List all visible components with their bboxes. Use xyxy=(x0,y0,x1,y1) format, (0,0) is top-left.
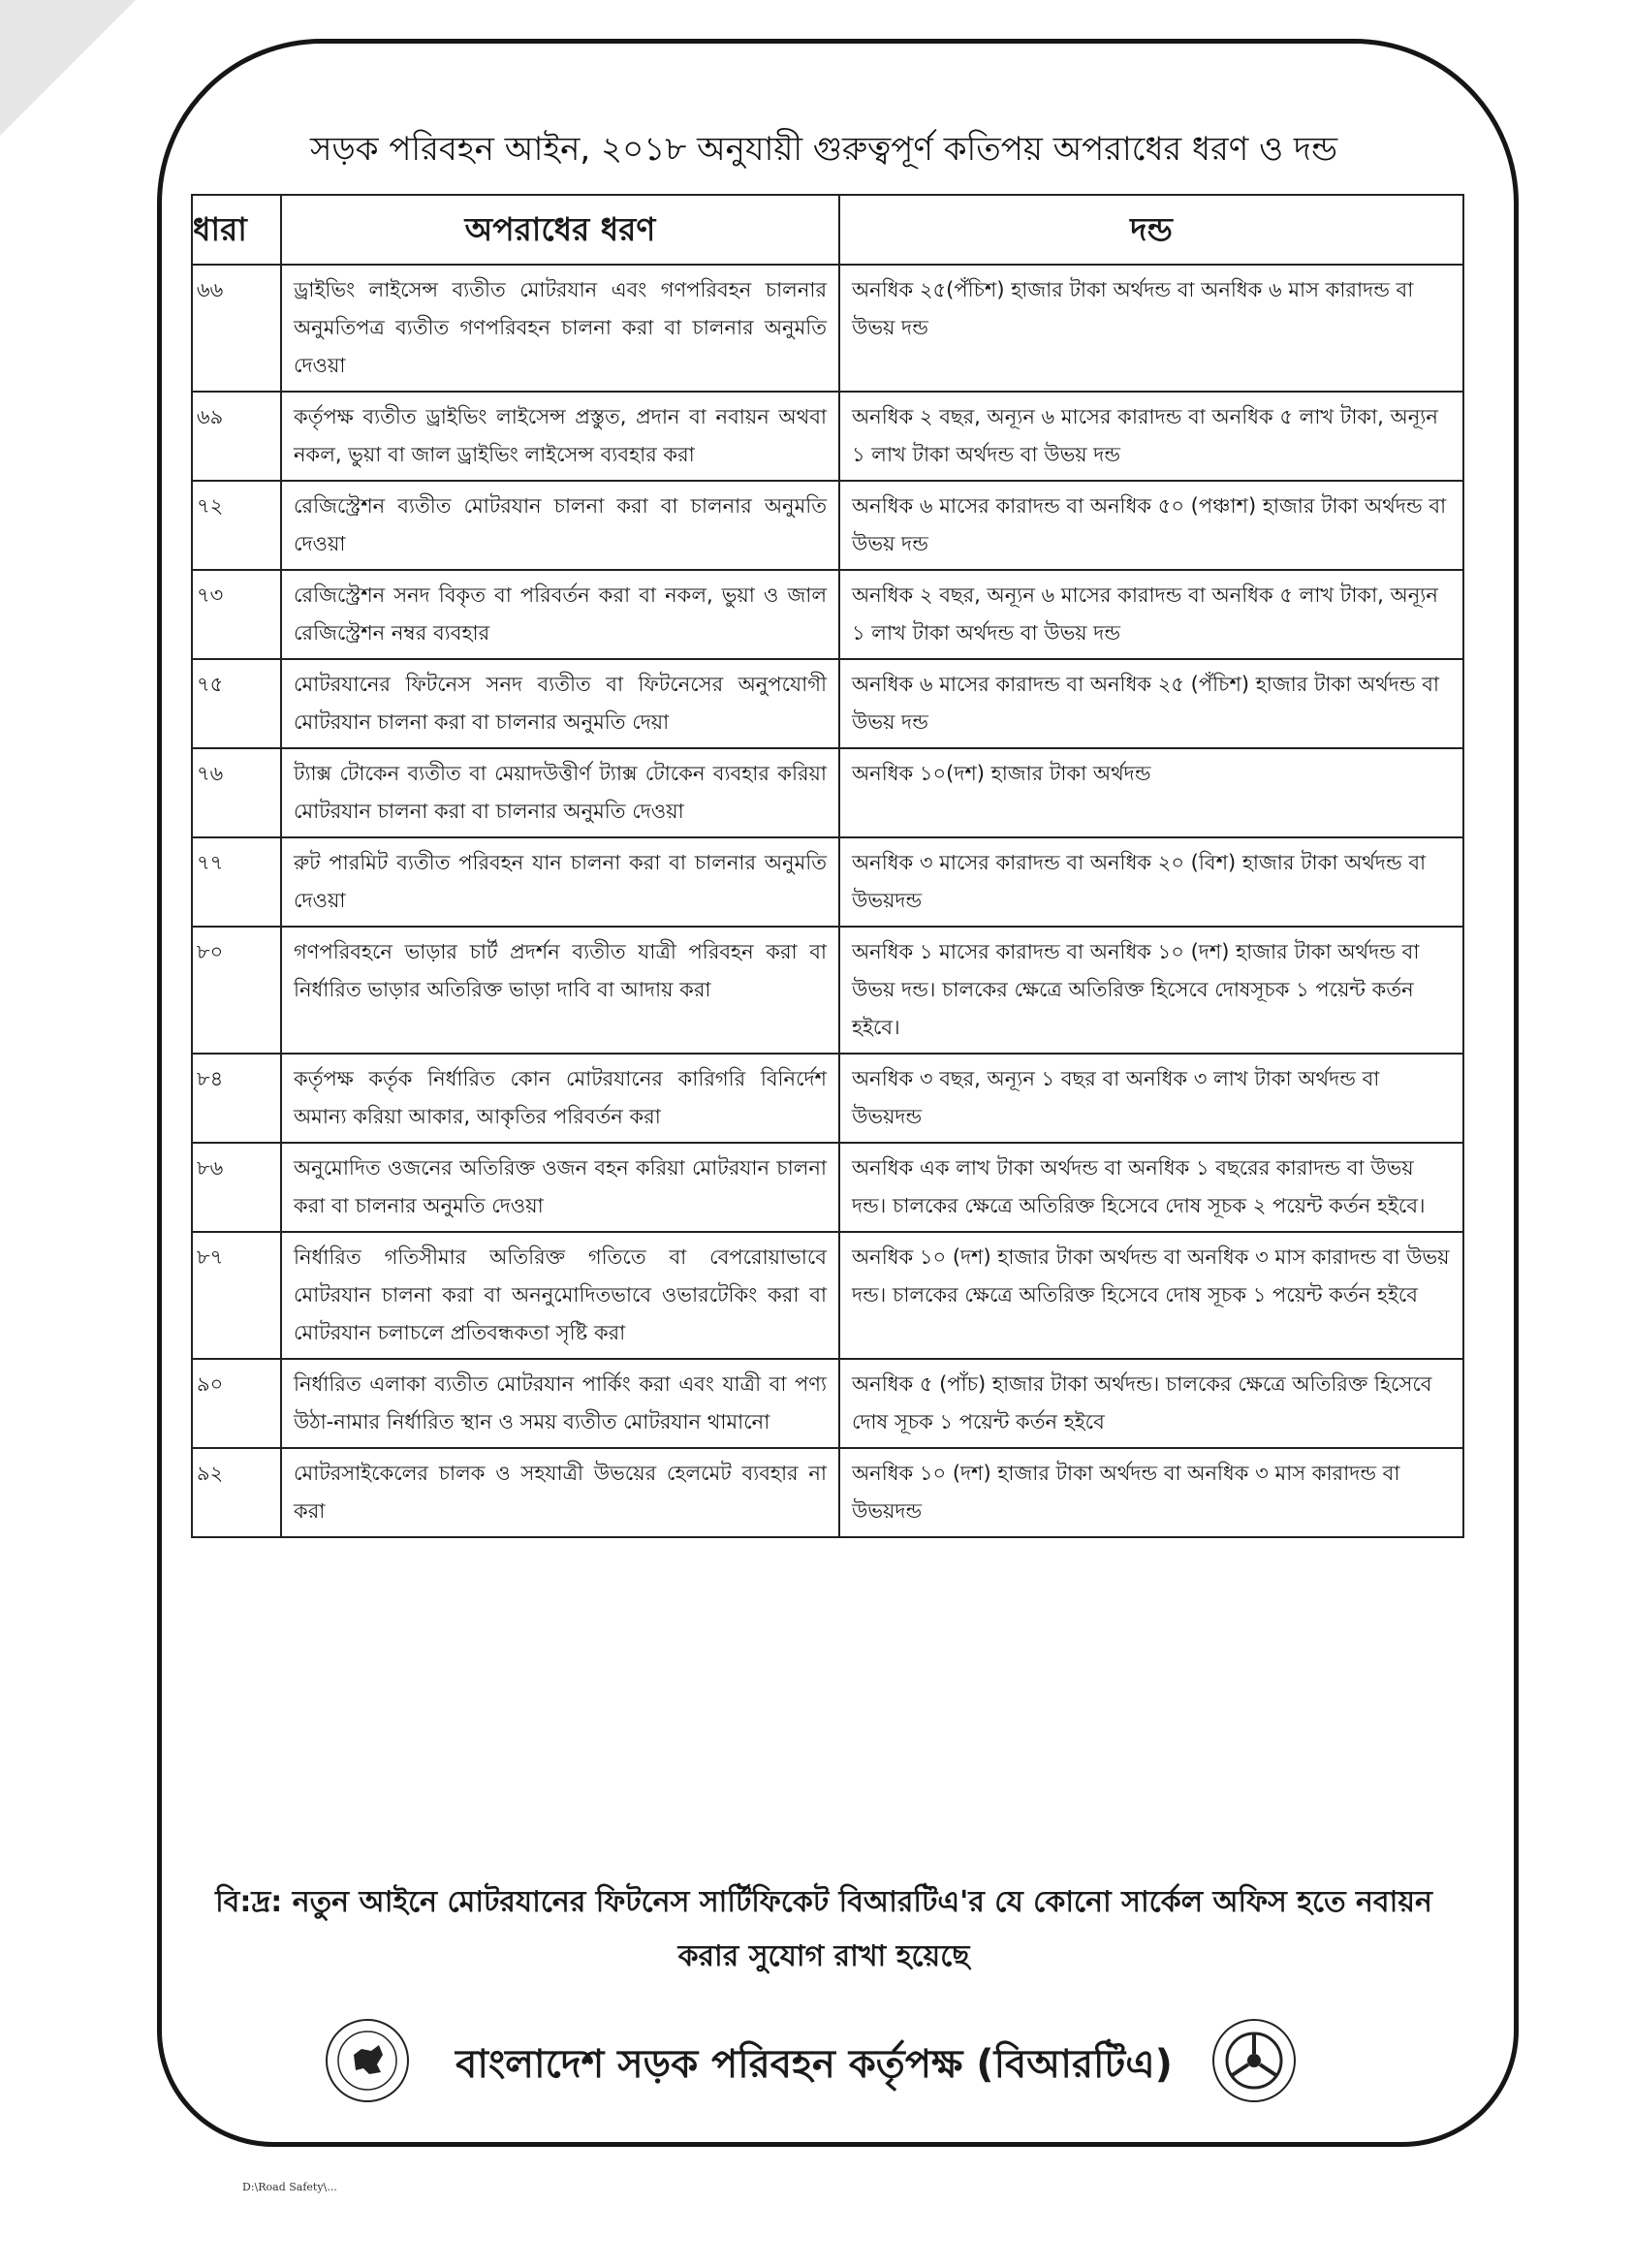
section-number: ৯২ xyxy=(192,1448,281,1537)
penalty-description: অনধিক ৩ বছর, অন্যূন ১ বছর বা অনধিক ৩ লাখ টাকা অর্থদন্ড বা উভয়দন্ড xyxy=(839,1054,1463,1143)
offence-description: নির্ধারিত এলাকা ব্যতীত মোটরযান পার্কিং করা এবং যাত্রী বা পণ্য উঠা-নামার নির্ধারিত স্থান ও সময় ব্যতীত মোটরযান থামানো xyxy=(281,1359,839,1448)
table-row xyxy=(192,659,1463,748)
section-number: ৮৪ xyxy=(192,1054,281,1143)
penalty-description: অনধিক ৬ মাসের কারাদন্ড বা অনধিক ২৫ (পঁচিশ) হাজার টাকা অর্থদন্ড বা উভয় দন্ড xyxy=(839,659,1463,748)
table-row xyxy=(192,1359,1463,1448)
section-number: ৭৬ xyxy=(192,748,281,837)
table-row xyxy=(192,392,1463,481)
scan-corner-fold xyxy=(0,0,136,136)
penalty-description: অনধিক ২৫(পঁচিশ) হাজার টাকা অর্থদন্ড বা অনধিক ৬ মাস কারাদন্ড বা উভয় দন্ড xyxy=(839,265,1463,392)
penalty-description: অনধিক ১০ (দশ) হাজার টাকা অর্থদন্ড বা অনধিক ৩ মাস কারাদন্ড বা উভয়দন্ড xyxy=(839,1448,1463,1537)
table-row xyxy=(192,837,1463,927)
offence-description: কর্তৃপক্ষ কর্তৃক নির্ধারিত কোন মোটরযানের কারিগরি বিনির্দেশ অমান্য করিয়া আকার, আকৃতির পরিবর্তন করা xyxy=(281,1054,839,1143)
penalty-description: অনধিক ৩ মাসের কারাদন্ড বা অনধিক ২০ (বিশ) হাজার টাকা অর্থদন্ড বা উভয়দন্ড xyxy=(839,837,1463,927)
column-header-section: ধারা xyxy=(192,195,281,265)
offence-description: ড্রাইভিং লাইসেন্স ব্যতীত মোটরযান এবং গণপরিবহন চালনার অনুমতিপত্র ব্যতীত গণপরিবহন চালনা করা বা চালনার অনুমতি দেওয়া xyxy=(281,265,839,392)
table-row xyxy=(192,1232,1463,1359)
table-header-row xyxy=(192,195,1463,265)
offence-description: রেজিস্ট্রেশন ব্যতীত মোটরযান চালনা করা বা চালনার অনুমতি দেওয়া xyxy=(281,481,839,570)
table-body xyxy=(192,265,1463,1537)
table-row xyxy=(192,265,1463,392)
column-header-offence: অপরাধের ধরণ xyxy=(281,195,839,265)
table-row xyxy=(192,1448,1463,1537)
section-number: ৭২ xyxy=(192,481,281,570)
organization-name: বাংলাদেশ সড়ক পরিবহন কর্তৃপক্ষ (বিআরটিএ) xyxy=(455,2042,1173,2087)
penalty-table xyxy=(191,194,1464,1538)
table-row xyxy=(192,748,1463,837)
offence-description: মোটরযানের ফিটনেস সনদ ব্যতীত বা ফিটনেসের অনুপযোগী মোটরযান চালনা করা বা চালনার অনুমতি দেয়া xyxy=(281,659,839,748)
offence-description: মোটরসাইকেলের চালক ও সহযাত্রী উভয়ের হেলমেট ব্যবহার না করা xyxy=(281,1448,839,1537)
section-number: ৭৩ xyxy=(192,570,281,659)
table-row xyxy=(192,1054,1463,1143)
document-title: সড়ক পরিবহন আইন, ২০১৮ অনুযায়ী গুরুত্বপূর্ণ কতিপয় অপরাধের ধরণ ও দন্ড xyxy=(310,130,1337,169)
table-row xyxy=(192,927,1463,1054)
section-number: ৬৯ xyxy=(192,392,281,481)
section-number: ৮০ xyxy=(192,927,281,1054)
section-number: ৮৭ xyxy=(192,1232,281,1359)
penalty-description: অনধিক ২ বছর, অন্যূন ৬ মাসের কারাদন্ড বা অনধিক ৫ লাখ টাকা, অন্যূন ১ লাখ টাকা অর্থদন্ড বা উভয় দন্ড xyxy=(839,570,1463,659)
penalty-description: অনধিক ৬ মাসের কারাদন্ড বা অনধিক ৫০ (পঞ্চাশ) হাজার টাকা অর্থদন্ড বা উভয় দন্ড xyxy=(839,481,1463,570)
section-number: ৮৬ xyxy=(192,1143,281,1232)
table-row xyxy=(192,481,1463,570)
offence-description: অনুমোদিত ওজনের অতিরিক্ত ওজন বহন করিয়া মোটরযান চালনা করা বা চালনার অনুমতি দেওয়া xyxy=(281,1143,839,1232)
footnote: বি:দ্র: নতুন আইনে মোটরযানের ফিটনেস সার্টিফিকেট বিআরটিএ'র যে কোনো সার্কেল অফিস হতে নবায়ন করার সুযোগ রাখা হয়েছে xyxy=(215,1885,1432,1973)
penalty-description: অনধিক ২ বছর, অন্যূন ৬ মাসের কারাদন্ড বা অনধিক ৫ লাখ টাকা, অন্যূন ১ লাখ টাকা অর্থদন্ড বা উভয় দন্ড xyxy=(839,392,1463,481)
section-number: ৭৫ xyxy=(192,659,281,748)
offence-description: নির্ধারিত গতিসীমার অতিরিক্ত গতিতে বা বেপরোয়াভাবে মোটরযান চালনা করা বা অননুমোদিতভাবে ওভারটেকিং করা বা মোটরযান চলাচলে প্রতিবন্ধকতা সৃষ্টি করা xyxy=(281,1232,839,1359)
penalty-description: অনধিক ১ মাসের কারাদন্ড বা অনধিক ১০ (দশ) হাজার টাকা অর্থদন্ড বা উভয় দন্ড। চালকের ক্ষেত্রে অতিরিক্ত হিসেবে দোষসূচক ১ পয়েন্ট কর্তন হইবে। xyxy=(839,927,1463,1054)
offence-description: রেজিস্ট্রেশন সনদ বিকৃত বা পরিবর্তন করা বা নকল, ভুয়া ও জাল রেজিস্ট্রেশন নম্বর ব্যবহার xyxy=(281,570,839,659)
brta-logo-icon xyxy=(1209,2016,1299,2105)
offence-description: কর্তৃপক্ষ ব্যতীত ড্রাইভিং লাইসেন্স প্রস্তুত, প্রদান বা নবায়ন অথবা নকল, ভুয়া বা জাল ড্রাইভিং লাইসেন্স ব্যবহার করা xyxy=(281,392,839,481)
section-number: ৬৬ xyxy=(192,265,281,392)
section-number: ৭৭ xyxy=(192,837,281,927)
penalty-description: অনধিক ১০ (দশ) হাজার টাকা অর্থদন্ড বা অনধিক ৩ মাস কারাদন্ড বা উভয় দন্ড। চালকের ক্ষেত্রে অতিরিক্ত হিসেবে দোষ সূচক ১ পয়েন্ট কর্তন হইবে xyxy=(839,1232,1463,1359)
offence-description: রুট পারমিট ব্যতীত পরিবহন যান চালনা করা বা চালনার অনুমতি দেওয়া xyxy=(281,837,839,927)
section-number: ৯০ xyxy=(192,1359,281,1448)
file-path-text: D:\Road Safety\... xyxy=(242,2181,337,2193)
offence-description: গণপরিবহনে ভাড়ার চার্ট প্রদর্শন ব্যতীত যাত্রী পরিবহন করা বা নির্ধারিত ভাড়ার অতিরিক্ত ভাড়া দাবি বা আদায় করা xyxy=(281,927,839,1054)
penalty-description: অনধিক ৫ (পাঁচ) হাজার টাকা অর্থদন্ড। চালকের ক্ষেত্রে অতিরিক্ত হিসেবে দোষ সূচক ১ পয়েন্ট কর্তন হইবে xyxy=(839,1359,1463,1448)
table-row xyxy=(192,570,1463,659)
penalty-description: অনধিক ১০(দশ) হাজার টাকা অর্থদন্ড xyxy=(839,748,1463,837)
column-header-penalty: দন্ড xyxy=(839,195,1463,265)
table-row xyxy=(192,1143,1463,1232)
penalty-description: অনধিক এক লাখ টাকা অর্থদন্ড বা অনধিক ১ বছরের কারাদন্ড বা উভয় দন্ড। চালকের ক্ষেত্রে অতিরিক্ত হিসেবে দোষ সূচক ২ পয়েন্ট কর্তন হইবে। xyxy=(839,1143,1463,1232)
offence-description: ট্যাক্স টোকেন ব্যতীত বা মেয়াদউত্তীর্ণ ট্যাক্স টোকেন ব্যবহার করিয়া মোটরযান চালনা করা বা চালনার অনুমতি দেওয়া xyxy=(281,748,839,837)
